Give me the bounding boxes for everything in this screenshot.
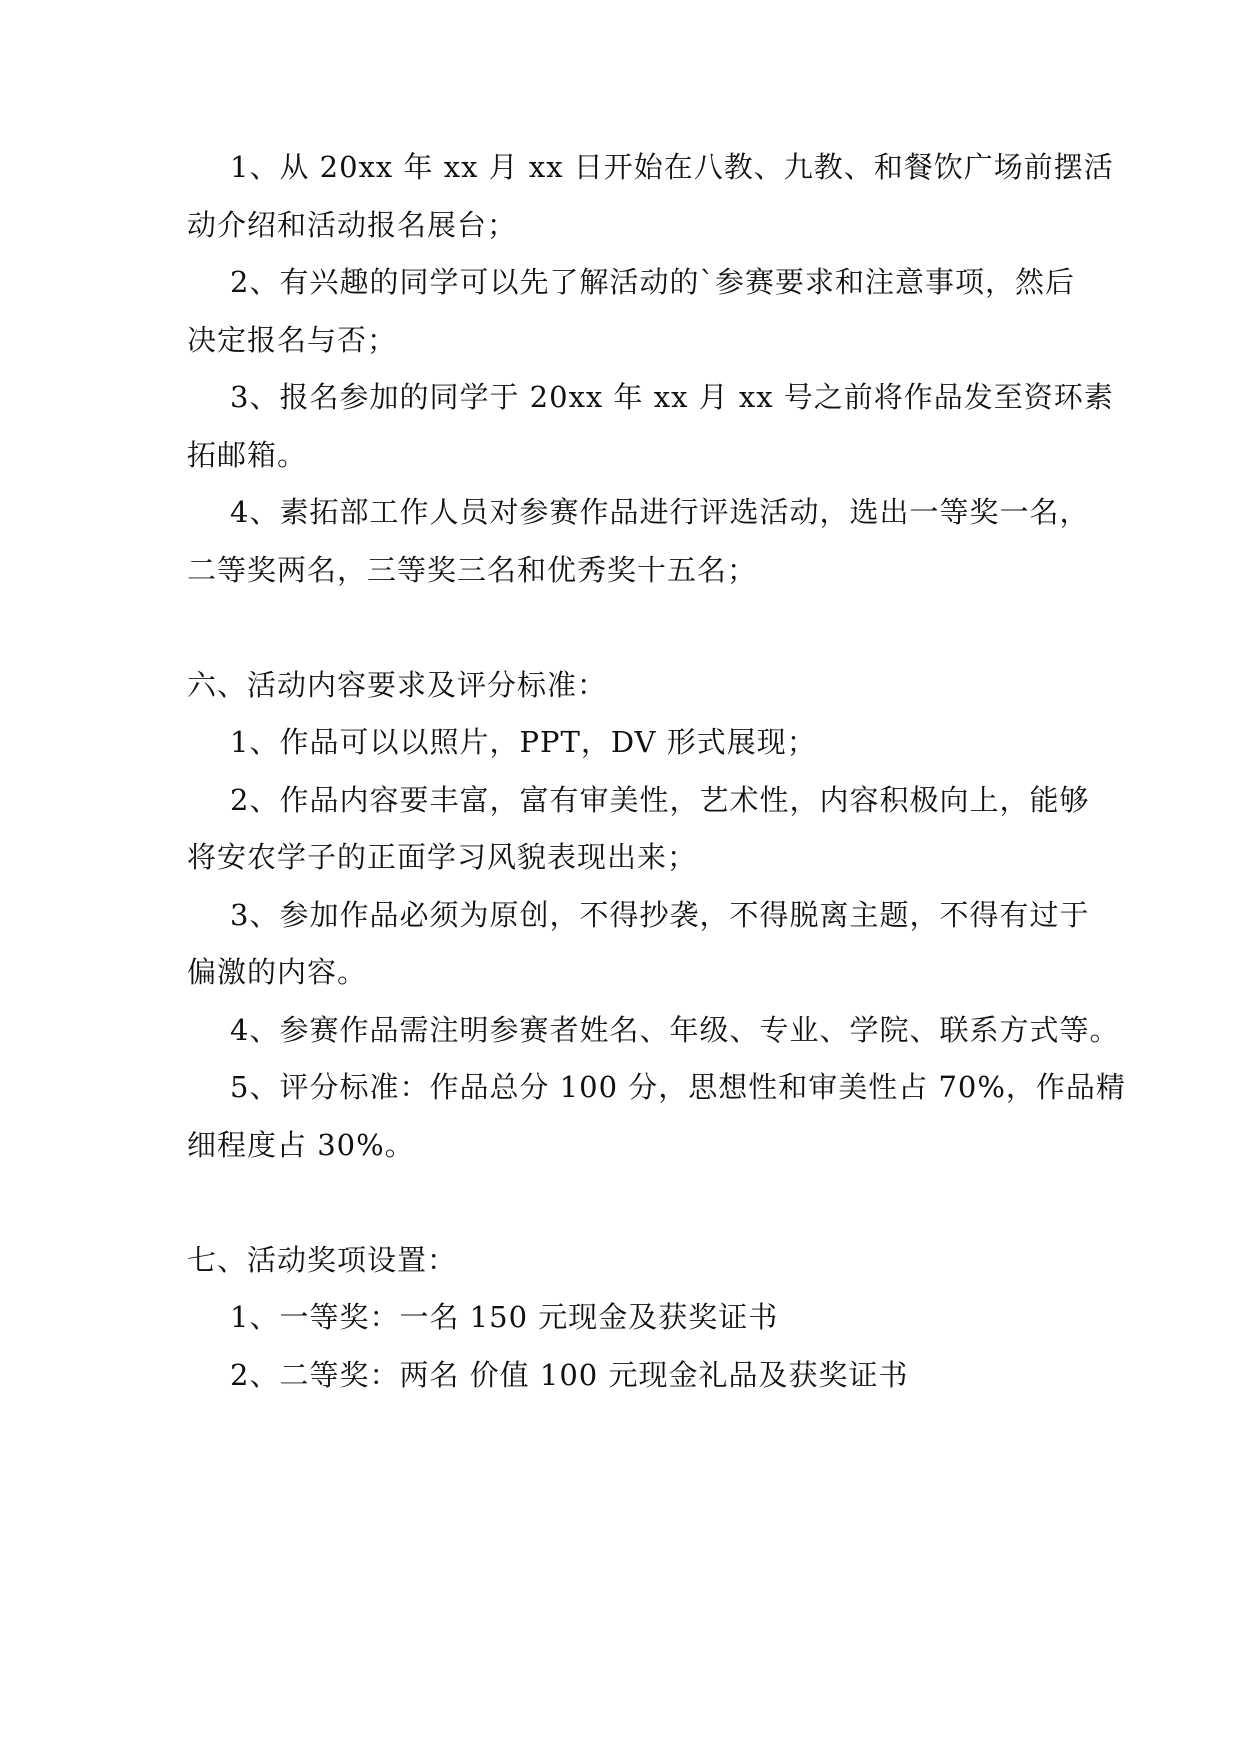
- paragraph-line: 动介绍和活动报名展台；: [187, 208, 518, 242]
- list-item: 1、一等奖：一名 150 元现金及获奖证书: [230, 1300, 779, 1334]
- section-heading: 六、活动内容要求及评分标准：: [187, 668, 608, 702]
- paragraph-line: 2、作品内容要丰富，富有审美性，艺术性，内容积极向上，能够: [230, 783, 1090, 817]
- paragraph-line: 决定报名与否；: [187, 323, 398, 357]
- paragraph-line: 3、参加作品必须为原创，不得抄袭，不得脱离主题，不得有过于: [230, 898, 1090, 932]
- paragraph-line: 细程度占 30%。: [187, 1128, 415, 1162]
- list-item: 2、二等奖：两名 价值 100 元现金礼品及获奖证书: [230, 1358, 909, 1392]
- list-item: 4、参赛作品需注明参赛者姓名、年级、专业、学院、联系方式等。: [230, 1013, 1120, 1047]
- paragraph-line: 1、从 20xx 年 xx 月 xx 日开始在八教、九教、和餐饮广场前摆活: [230, 150, 1114, 184]
- section-heading: 七、活动奖项设置：: [187, 1243, 458, 1277]
- paragraph-line: 将安农学子的正面学习风貌表现出来；: [187, 840, 698, 874]
- paragraph-line: 3、报名参加的同学于 20xx 年 xx 月 xx 号之前将作品发至资环素: [230, 380, 1114, 414]
- list-item: 1、作品可以以照片，PPT，DV 形式展现；: [230, 725, 817, 759]
- paragraph-line: 5、评分标准：作品总分 100 分，思想性和审美性占 70%，作品精: [230, 1070, 1126, 1104]
- paragraph-line: 二等奖两名，三等奖三名和优秀奖十五名；: [187, 553, 758, 587]
- paragraph-line: 4、素拓部工作人员对参赛作品进行评选活动，选出一等奖一名，: [230, 495, 1090, 529]
- paragraph-line: 2、有兴趣的同学可以先了解活动的`参赛要求和注意事项，然后: [230, 265, 1075, 299]
- paragraph-line: 拓邮箱。: [187, 438, 308, 472]
- paragraph-line: 偏激的内容。: [187, 955, 368, 989]
